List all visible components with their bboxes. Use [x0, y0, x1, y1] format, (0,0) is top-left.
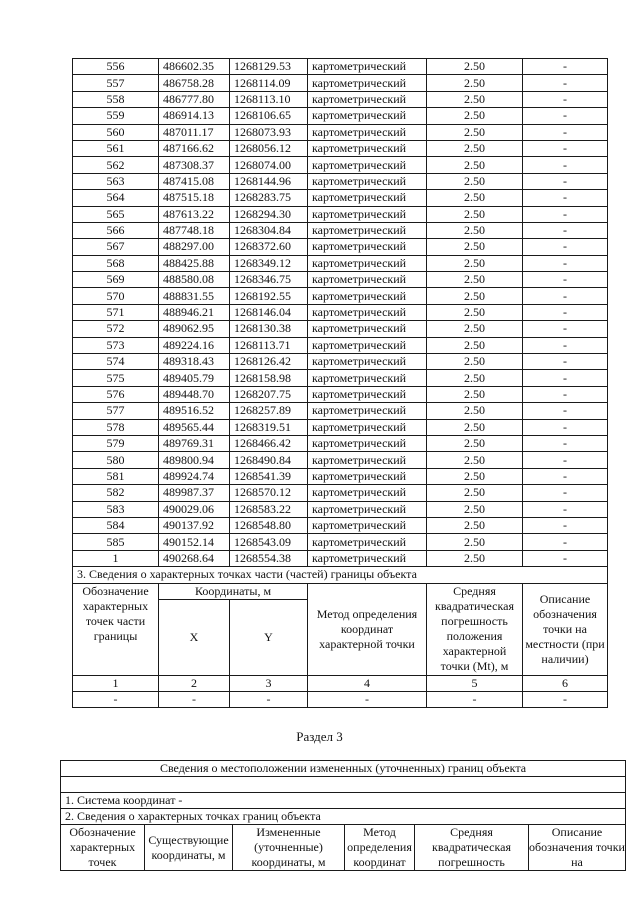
method: картометрический	[308, 272, 427, 288]
table-row	[73, 91, 608, 107]
coord-x: 487166.62	[159, 140, 230, 156]
coord-y: 1268346.75	[230, 272, 308, 288]
method: картометрический	[308, 288, 427, 304]
mt-value: 2.50	[427, 304, 523, 320]
header-designation: Обозначение характерных точек	[61, 825, 145, 871]
header-description: Описание обозначения точки на	[529, 825, 625, 869]
mt-value: 2.50	[427, 517, 523, 533]
coord-x: 489448.70	[159, 386, 230, 402]
point-number: 584	[73, 517, 159, 533]
header-x: X	[159, 599, 230, 675]
point-number: 574	[73, 354, 159, 370]
point-number: 575	[73, 370, 159, 386]
header-mt: Средняя квадратическая погрешность	[415, 825, 529, 871]
table-row	[73, 157, 608, 173]
coord-x: 489405.79	[159, 370, 230, 386]
point-number: 569	[73, 272, 159, 288]
description: -	[523, 435, 608, 451]
column-number: 3	[230, 675, 308, 691]
method: картометрический	[308, 517, 427, 533]
point-number: 556	[73, 59, 159, 75]
table-row	[73, 255, 608, 271]
point-number: 1	[73, 550, 159, 566]
coord-y: 1268554.38	[230, 550, 308, 566]
coord-y: 1268490.84	[230, 452, 308, 468]
description: -	[523, 75, 608, 91]
coord-x: 487308.37	[159, 157, 230, 173]
description: -	[523, 501, 608, 517]
method: картометрический	[308, 108, 427, 124]
point-number: 558	[73, 91, 159, 107]
mt-value: 2.50	[427, 452, 523, 468]
table-row	[73, 452, 608, 468]
empty-cell: -	[73, 691, 159, 707]
coord-y: 1268074.00	[230, 157, 308, 173]
table-row	[73, 239, 608, 255]
description: -	[523, 108, 608, 124]
method: картометрический	[308, 173, 427, 189]
coord-y: 1268113.71	[230, 337, 308, 353]
coord-y: 1268548.80	[230, 517, 308, 533]
table-row	[73, 517, 608, 533]
mt-value: 2.50	[427, 140, 523, 156]
table-row	[73, 59, 608, 75]
part-section-title: 3. Сведения о характерных точках части (частей) границы объекта	[73, 567, 608, 583]
point-number: 583	[73, 501, 159, 517]
coord-x: 487613.22	[159, 206, 230, 222]
header-mt: Средняя квадратическая погрешность положения характерной точки (Mt), м	[427, 583, 523, 675]
point-number: 565	[73, 206, 159, 222]
coord-y: 1268056.12	[230, 140, 308, 156]
coord-x: 488831.55	[159, 288, 230, 304]
mt-value: 2.50	[427, 190, 523, 206]
table-row	[73, 337, 608, 353]
table-row	[73, 321, 608, 337]
coord-x: 489565.44	[159, 419, 230, 435]
description: -	[523, 370, 608, 386]
empty-cell: -	[230, 691, 308, 707]
empty-cell: -	[159, 691, 230, 707]
points-title: 2. Сведения о характерных точках границ объекта	[61, 809, 626, 825]
mt-value: 2.50	[427, 173, 523, 189]
coord-x: 487415.08	[159, 173, 230, 189]
method: картометрический	[308, 403, 427, 419]
coord-y: 1268349.12	[230, 255, 308, 271]
point-number: 563	[73, 173, 159, 189]
column-number: 2	[159, 675, 230, 691]
point-number: 573	[73, 337, 159, 353]
description: -	[523, 173, 608, 189]
coord-x: 486777.80	[159, 91, 230, 107]
mt-value: 2.50	[427, 354, 523, 370]
empty-cell: -	[427, 691, 523, 707]
point-number: 566	[73, 222, 159, 238]
description: -	[523, 255, 608, 271]
point-number: 567	[73, 239, 159, 255]
point-number: 559	[73, 108, 159, 124]
mt-value: 2.50	[427, 485, 523, 501]
description: -	[523, 354, 608, 370]
coord-x: 488425.88	[159, 255, 230, 271]
method: картометрический	[308, 435, 427, 451]
part-section	[73, 567, 608, 708]
description: -	[523, 403, 608, 419]
point-number: 576	[73, 386, 159, 402]
coord-x: 489769.31	[159, 435, 230, 451]
description: -	[523, 239, 608, 255]
mt-value: 2.50	[427, 501, 523, 517]
table-row	[73, 435, 608, 451]
description: -	[523, 534, 608, 550]
header-method: Метод определения координат характерной точки	[308, 583, 427, 675]
header-y: Y	[230, 599, 308, 675]
method: картометрический	[308, 304, 427, 320]
method: картометрический	[308, 206, 427, 222]
header-coordinates: Координаты, м	[159, 583, 308, 599]
coord-y: 1268257.89	[230, 403, 308, 419]
point-number: 571	[73, 304, 159, 320]
table-row	[73, 304, 608, 320]
coord-x: 489224.16	[159, 337, 230, 353]
mt-value: 2.50	[427, 321, 523, 337]
coord-x: 489800.94	[159, 452, 230, 468]
method: картометрический	[308, 534, 427, 550]
section3-table	[60, 760, 626, 871]
table-row	[73, 403, 608, 419]
header-changed-coords: Измененные (уточненные) координаты, м	[233, 825, 345, 871]
coord-y: 1268541.39	[230, 468, 308, 484]
empty-data-row	[73, 691, 608, 707]
description: -	[523, 419, 608, 435]
coord-y: 1268466.42	[230, 435, 308, 451]
coord-x: 489987.37	[159, 485, 230, 501]
method: картометрический	[308, 550, 427, 566]
point-number: 578	[73, 419, 159, 435]
mt-value: 2.50	[427, 75, 523, 91]
method: картометрический	[308, 321, 427, 337]
point-number: 585	[73, 534, 159, 550]
mt-value: 2.50	[427, 239, 523, 255]
point-number: 581	[73, 468, 159, 484]
coord-x: 489318.43	[159, 354, 230, 370]
method: картометрический	[308, 190, 427, 206]
column-number: 6	[523, 675, 608, 691]
coord-y: 1268158.98	[230, 370, 308, 386]
coord-y: 1268113.10	[230, 91, 308, 107]
table-row	[73, 419, 608, 435]
coord-x: 486914.13	[159, 108, 230, 124]
table-row	[73, 206, 608, 222]
column-numbers-row	[73, 675, 608, 691]
description: -	[523, 222, 608, 238]
method: картометрический	[308, 157, 427, 173]
coord-x: 489516.52	[159, 403, 230, 419]
coord-y: 1268294.30	[230, 206, 308, 222]
mt-value: 2.50	[427, 468, 523, 484]
description: -	[523, 190, 608, 206]
method: картометрический	[308, 501, 427, 517]
coord-y: 1268114.09	[230, 75, 308, 91]
mt-value: 2.50	[427, 91, 523, 107]
coord-y: 1268106.65	[230, 108, 308, 124]
method: картометрический	[308, 419, 427, 435]
method: картометрический	[308, 59, 427, 75]
description: -	[523, 157, 608, 173]
coordinate-system: 1. Система координат -	[61, 793, 626, 809]
method: картометрический	[308, 468, 427, 484]
coord-x: 489062.95	[159, 321, 230, 337]
section3-title: Сведения о местоположении измененных (уточненных) границ объекта	[61, 761, 626, 777]
column-number: 1	[73, 675, 159, 691]
method: картометрический	[308, 452, 427, 468]
point-number: 570	[73, 288, 159, 304]
blank-row	[61, 777, 626, 793]
column-number: 4	[308, 675, 427, 691]
description: -	[523, 91, 608, 107]
mt-value: 2.50	[427, 59, 523, 75]
coord-x: 487515.18	[159, 190, 230, 206]
table-row	[73, 124, 608, 140]
header-description: Описание обозначения точки на местности (при наличии)	[523, 583, 608, 675]
coord-y: 1268372.60	[230, 239, 308, 255]
description: -	[523, 272, 608, 288]
description: -	[523, 59, 608, 75]
point-number: 579	[73, 435, 159, 451]
method: картометрический	[308, 140, 427, 156]
description: -	[523, 304, 608, 320]
description: -	[523, 321, 608, 337]
column-number: 5	[427, 675, 523, 691]
coord-x: 488297.00	[159, 239, 230, 255]
method: картометрический	[308, 386, 427, 402]
point-number: 580	[73, 452, 159, 468]
coord-y: 1268304.84	[230, 222, 308, 238]
method: картометрический	[308, 485, 427, 501]
mt-value: 2.50	[427, 108, 523, 124]
coord-y: 1268543.09	[230, 534, 308, 550]
mt-value: 2.50	[427, 435, 523, 451]
mt-value: 2.50	[427, 222, 523, 238]
point-number: 562	[73, 157, 159, 173]
description: -	[523, 386, 608, 402]
method: картометрический	[308, 354, 427, 370]
description: -	[523, 452, 608, 468]
method: картометрический	[308, 222, 427, 238]
description: -	[523, 288, 608, 304]
method: картометрический	[308, 337, 427, 353]
mt-value: 2.50	[427, 157, 523, 173]
point-number: 560	[73, 124, 159, 140]
empty-cell: -	[308, 691, 427, 707]
coord-y: 1268207.75	[230, 386, 308, 402]
mt-value: 2.50	[427, 124, 523, 140]
mt-value: 2.50	[427, 288, 523, 304]
coord-x: 486758.28	[159, 75, 230, 91]
mt-value: 2.50	[427, 403, 523, 419]
point-number: 572	[73, 321, 159, 337]
empty-cell: -	[523, 691, 608, 707]
description: -	[523, 468, 608, 484]
description: -	[523, 206, 608, 222]
method: картометрический	[308, 75, 427, 91]
description: -	[523, 550, 608, 566]
point-number: 568	[73, 255, 159, 271]
point-number: 564	[73, 190, 159, 206]
mt-value: 2.50	[427, 534, 523, 550]
coord-y: 1268144.96	[230, 173, 308, 189]
coordinates-table-body	[73, 59, 608, 567]
description: -	[523, 124, 608, 140]
coord-x: 489924.74	[159, 468, 230, 484]
coord-x: 490029.06	[159, 501, 230, 517]
mt-value: 2.50	[427, 206, 523, 222]
header-designation: Обозначение характерных точек части границы	[73, 583, 159, 675]
method: картометрический	[308, 124, 427, 140]
table-row	[73, 501, 608, 517]
coord-y: 1268129.53	[230, 59, 308, 75]
mt-value: 2.50	[427, 419, 523, 435]
coord-x: 490268.64	[159, 550, 230, 566]
table-row	[73, 75, 608, 91]
table-row	[73, 190, 608, 206]
header-existing-coords: Существующие координаты, м	[145, 825, 233, 871]
coord-x: 486602.35	[159, 59, 230, 75]
table-row	[73, 140, 608, 156]
table-row	[73, 222, 608, 238]
mt-value: 2.50	[427, 272, 523, 288]
coord-y: 1268570.12	[230, 485, 308, 501]
coord-x: 488946.21	[159, 304, 230, 320]
table-row	[73, 370, 608, 386]
description: -	[523, 337, 608, 353]
table-row	[73, 386, 608, 402]
table-row	[73, 485, 608, 501]
mt-value: 2.50	[427, 337, 523, 353]
table-row	[73, 534, 608, 550]
point-number: 582	[73, 485, 159, 501]
method: картометрический	[308, 370, 427, 386]
coord-y: 1268283.75	[230, 190, 308, 206]
coord-y: 1268192.55	[230, 288, 308, 304]
method: картометрический	[308, 255, 427, 271]
coord-x: 487011.17	[159, 124, 230, 140]
coord-y: 1268126.42	[230, 354, 308, 370]
mt-value: 2.50	[427, 370, 523, 386]
description: -	[523, 485, 608, 501]
coord-y: 1268130.38	[230, 321, 308, 337]
coord-y: 1268146.04	[230, 304, 308, 320]
coord-x: 490137.92	[159, 517, 230, 533]
table-row	[73, 288, 608, 304]
point-number: 561	[73, 140, 159, 156]
method: картометрический	[308, 239, 427, 255]
section-heading: Раздел 3	[296, 729, 343, 744]
coord-x: 488580.08	[159, 272, 230, 288]
table-row	[73, 468, 608, 484]
description: -	[523, 517, 608, 533]
coord-y: 1268319.51	[230, 419, 308, 435]
mt-value: 2.50	[427, 255, 523, 271]
mt-value: 2.50	[427, 550, 523, 566]
table-row	[73, 354, 608, 370]
table-row	[73, 173, 608, 189]
point-number: 577	[73, 403, 159, 419]
table-row	[73, 272, 608, 288]
point-number: 557	[73, 75, 159, 91]
description: -	[523, 140, 608, 156]
method: картометрический	[308, 91, 427, 107]
coord-y: 1268073.93	[230, 124, 308, 140]
header-method: Метод определения координат	[345, 825, 415, 871]
coord-y: 1268583.22	[230, 501, 308, 517]
table-row	[73, 550, 608, 566]
coord-x: 487748.18	[159, 222, 230, 238]
table-row	[73, 108, 608, 124]
mt-value: 2.50	[427, 386, 523, 402]
coord-x: 490152.14	[159, 534, 230, 550]
coordinates-table	[72, 58, 608, 708]
